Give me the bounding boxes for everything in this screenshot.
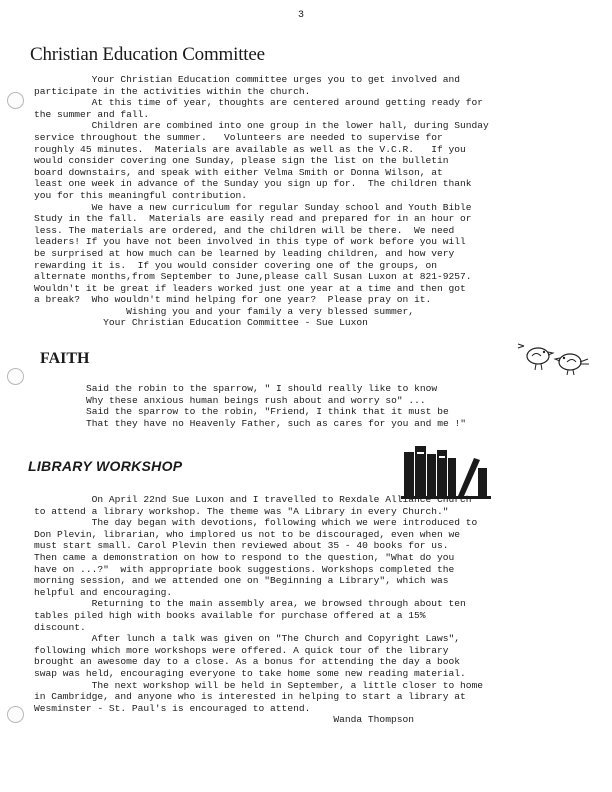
paragraph-line: The next workshop will be held in September, a little closer to home bbox=[34, 679, 484, 691]
paragraph-line: rewarding it is. If you would consider covering one of the groups, on bbox=[34, 259, 438, 271]
paragraph-line: Wanda Thompson bbox=[34, 714, 414, 726]
paragraph-line: Don Plevin, librarian, who implored us not to be discouraged, even when we bbox=[34, 528, 461, 540]
paragraph-line: swap was held, encouraging everyone to take home some new reading material. bbox=[34, 667, 466, 679]
paragraph-line: We have a new curriculum for regular Sunday school and Youth Bible bbox=[34, 201, 472, 213]
birds-illustration bbox=[514, 340, 594, 376]
paragraph-line: following which more workshops were offered. A quick tour of the library bbox=[34, 644, 449, 656]
paragraph-line: helpful and encouraging. bbox=[34, 586, 173, 598]
paragraph-line: tables piled high with books available for purchase offered at a 15% bbox=[34, 609, 426, 621]
paragraph-line: alternate months,from September to June,please call Susan Luxon at 821-9257. bbox=[34, 271, 472, 283]
paragraph-line: roughly 45 minutes. Materials are available as well as the V.C.R. If you bbox=[34, 143, 466, 155]
paragraph-line: morning session, and we attended one on "Beginning a Library", which was bbox=[34, 575, 449, 587]
poem-line: That they have no Heavenly Father, such as cares for you and me !" bbox=[86, 417, 466, 429]
paragraph-line: you for this meaningful contribution. bbox=[34, 189, 248, 201]
paragraph-line: have on ...?" with appropriate book suggestions. Workshops completed the bbox=[34, 563, 455, 575]
paragraph-line: service throughout the summer. Volunteers are needed to supervise for bbox=[34, 131, 443, 143]
paragraph-line: Your Christian Education committee urges you to get involved and bbox=[34, 74, 461, 85]
library-workshop-heading: LIBRARY WORKSHOP bbox=[28, 458, 183, 474]
paragraph-line: discount. bbox=[34, 621, 86, 633]
paragraph-line: board downstairs, and speak with either Velma Smith or Donna Wilson, at bbox=[34, 166, 443, 178]
paragraph-line: Your Christian Education Committee - Sue Luxon bbox=[34, 317, 368, 329]
punch-hole-bottom bbox=[7, 706, 24, 723]
christian-education-heading: Christian Education Committee bbox=[30, 44, 265, 65]
paragraph-line: The day began with devotions, following which we were introduced to bbox=[34, 517, 478, 529]
paragraph-line: leaders! If you have not been involved in this type of work before you will bbox=[34, 236, 466, 248]
paragraph-line: Then came a demonstration on how to respond to the question, "What do you bbox=[34, 551, 455, 563]
paragraph-line: On April 22nd Sue Luxon and I travelled to Rexdale Alliance Church bbox=[34, 494, 472, 505]
books-illustration bbox=[400, 440, 492, 500]
paragraph-line: a break? Who wouldn't mind helping for one year? Please pray on it. bbox=[34, 294, 432, 306]
punch-hole-middle bbox=[7, 368, 24, 385]
paragraph-line: Wouldn't it be great if leaders worked just one year at a time and then got bbox=[34, 282, 466, 294]
page-number: 3 bbox=[298, 10, 305, 21]
faith-heading: FAITH bbox=[40, 350, 90, 367]
paragraph-line: must start small. Carol Plevin then reviewed about 35 - 40 books for us. bbox=[34, 540, 449, 552]
faith-poem bbox=[86, 383, 466, 429]
punch-hole-top bbox=[7, 92, 24, 109]
christian-education-body bbox=[34, 74, 489, 329]
paragraph-line: the summer and fall. bbox=[34, 108, 150, 120]
paragraph-line: Returning to the main assembly area, we browsed through about ten bbox=[34, 598, 466, 610]
library-workshop-body bbox=[34, 494, 483, 726]
paragraph-line: Children are combined into one group in the lower hall, during Sunday bbox=[34, 120, 489, 132]
paragraph-line: At this time of year, thoughts are centered around getting ready for bbox=[34, 97, 484, 109]
paragraph-line: to attend a library workshop. The theme was "A Library in every Church." bbox=[34, 505, 449, 517]
paragraph-line: After lunch a talk was given on "The Church and Copyright Laws", bbox=[34, 633, 461, 645]
paragraph-line: would consider covering one Sunday, please sign the list on the bulletin bbox=[34, 155, 449, 167]
poem-line: Said the robin to the sparrow, " I should really like to know bbox=[86, 383, 438, 394]
poem-line: Said the sparrow to the robin, "Friend, I think that it must be bbox=[86, 406, 449, 418]
paragraph-line: Wesminster - St. Paul's is encouraged to attend. bbox=[34, 702, 311, 714]
paragraph-line: brought an awesome day to a close. As a bonus for attending the day a book bbox=[34, 656, 461, 668]
paragraph-line: participate in the activities within the church. bbox=[34, 85, 311, 97]
poem-line: Why these anxious human beings rush about and worry so" ... bbox=[86, 394, 426, 406]
paragraph-line: in Cambridge, and anyone who is interested in helping to start a library at bbox=[34, 691, 466, 703]
paragraph-line: less. The materials are ordered, and the children will be there. We need bbox=[34, 224, 455, 236]
paragraph-line: be surprised at how much can be learned by leading children, and how very bbox=[34, 247, 455, 259]
paragraph-line: Study in the fall. Materials are easily read and prepared for in an hour or bbox=[34, 213, 472, 225]
paragraph-line: Wishing you and your family a very blessed summer, bbox=[34, 305, 414, 317]
paragraph-line: least one week in advance of the Sunday you sign up for. The children thank bbox=[34, 178, 472, 190]
